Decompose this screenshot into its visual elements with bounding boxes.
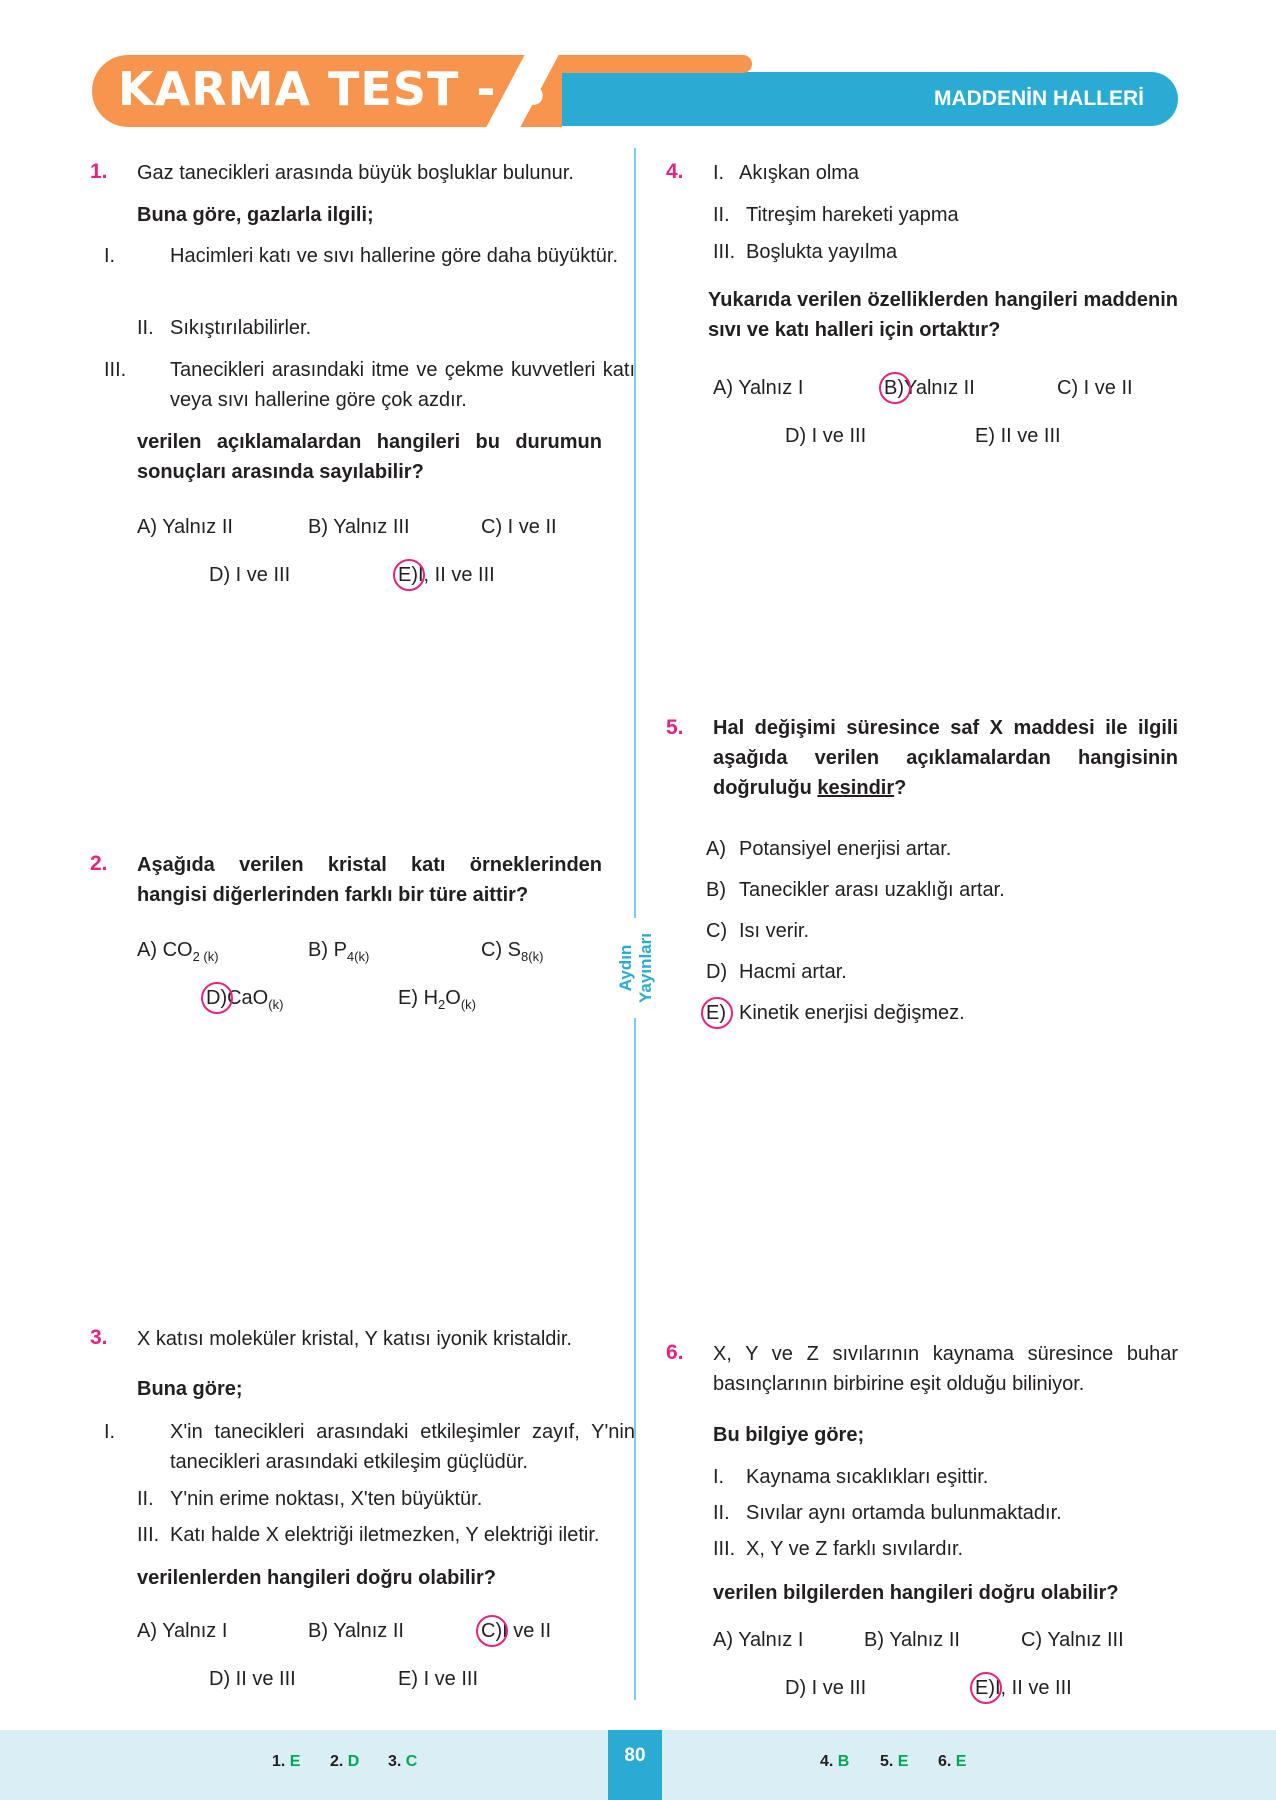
page-number: 80 <box>624 1745 646 1766</box>
question-text: verilen bilgilerden hangileri doğru olabilir? <box>713 1582 1119 1604</box>
question-lead: Buna göre; <box>137 1378 243 1400</box>
question-text: Yukarıda verilen özelliklerden hangileri maddenin sıvı ve katı halleri için ortaktır? <box>708 289 1178 341</box>
statement-item: I. Akışkan olma <box>713 162 860 184</box>
statement-item: III. Katı halde X elektriği iletmezken, Y elektriği iletir. <box>137 1524 600 1546</box>
statement-item: I. Hacimleri katı ve sıvı hallerine göre daha büyüktür. <box>104 245 618 267</box>
question-stem: X, Y ve Z sıvılarının kaynama süresince buhar basınçlarının birbirine eşit olduğu biliniyor. <box>713 1343 1178 1395</box>
statement-item: III. X, Y ve Z farklı sıvılardır. <box>713 1538 964 1560</box>
publisher-label: Aydın Yayınları <box>612 918 660 1018</box>
option-c[interactable]: C) Isı verir. <box>706 920 810 942</box>
question-number: 1. <box>90 160 108 183</box>
option-b[interactable]: B) Tanecikler arası uzaklığı artar. <box>706 879 1005 901</box>
option-a[interactable]: A) Yalnız II <box>137 516 233 538</box>
option-d[interactable]: D) II ve III <box>209 1668 296 1690</box>
subject-title: MADDENİN HALLERİ <box>934 87 1144 110</box>
option-c[interactable]: C) I ve II <box>481 516 557 538</box>
question-number: 2. <box>90 852 108 875</box>
option-d-selected[interactable]: D)CaO$_{(k)}$ <box>206 983 283 1020</box>
statement-item: II. Sıkıştırılabilirler. <box>137 317 312 339</box>
option-a[interactable]: A) Yalnız I <box>713 1629 804 1651</box>
question-number: 5. <box>666 716 684 739</box>
option-c[interactable]: C) $S_{8(k)}$ <box>481 939 544 964</box>
answer-key-item: 6. E <box>938 1753 967 1770</box>
option-c-selected[interactable]: C)I ve II <box>481 1616 551 1646</box>
question-text: Hal değişimi süresince saf X maddesi ile ilgili aşağıda verilen açıklamalardan hangisinin doğruluğu kesindir? <box>713 717 1178 799</box>
question-text: Aşağıda verilen kristal katı örneklerinden hangisi diğerlerinden farklı bir türe aittir? <box>137 854 602 906</box>
option-d[interactable]: D) I ve III <box>785 425 867 447</box>
question-number: 6. <box>666 1341 684 1364</box>
question-text: verilenlerden hangileri doğru olabilir? <box>137 1567 496 1589</box>
option-b-selected[interactable]: B)Yalnız II <box>884 373 975 403</box>
option-b[interactable]: B) $P_{4(k)}$ <box>308 939 370 964</box>
statement-item: II. Sıvılar aynı ortamda bulunmaktadır. <box>713 1502 1062 1524</box>
option-d[interactable]: D) Hacmi artar. <box>706 961 847 983</box>
option-a[interactable]: A) Yalnız I <box>713 377 804 399</box>
statement-item: III. Boşlukta yayılma <box>713 241 898 263</box>
answer-key-item: 1. E <box>272 1753 301 1770</box>
statement-item: I. X'in tanecikleri arasındaki etkileşimler zayıf, Y'nin tanecikleri arasındaki etkileşim güçlüdür. <box>104 1421 635 1473</box>
answer-key-item: 2. D <box>330 1753 360 1770</box>
option-e-selected[interactable]: E) Kinetik enerjisi değişmez. <box>706 998 965 1028</box>
statement-item: I. Kaynama sıcaklıkları eşittir. <box>713 1466 989 1488</box>
option-c[interactable]: C) I ve II <box>1057 377 1133 399</box>
question-text: verilen açıklamalardan hangileri bu durumun sonuçları arasında sayılabilir? <box>137 431 602 483</box>
option-d[interactable]: D) I ve III <box>785 1677 867 1699</box>
option-b[interactable]: B) Yalnız II <box>864 1629 960 1651</box>
question-stem: Gaz tanecikleri arasında büyük boşluklar bulunur. <box>137 162 574 184</box>
answer-key-item: 4. B <box>820 1753 850 1770</box>
question-stem: X katısı moleküler kristal, Y katısı iyonik kristaldir. <box>137 1328 572 1350</box>
option-a[interactable]: A) $CO_{2 (k)}$ <box>137 939 219 964</box>
statement-item: III. Tanecikleri arasındaki itme ve çekme kuvvetleri katı veya sıvı hallerine göre çok azdır. <box>104 359 635 411</box>
question-number: 3. <box>90 1326 108 1349</box>
option-a[interactable]: A) Yalnız I <box>137 1620 228 1642</box>
option-b[interactable]: B) Yalnız III <box>308 516 410 538</box>
answer-key-item: 3. C <box>388 1753 418 1770</box>
answer-key-item: 5. E <box>880 1753 909 1770</box>
test-title: KARMA TEST - 8 <box>118 62 547 116</box>
option-e[interactable]: E) I ve III <box>398 1668 479 1690</box>
statement-item: II. Titreşim hareketi yapma <box>713 204 959 226</box>
option-b[interactable]: B) Yalnız II <box>308 1620 404 1642</box>
option-c[interactable]: C) Yalnız III <box>1021 1629 1124 1651</box>
option-e-selected[interactable]: E)I, II ve III <box>398 560 495 590</box>
question-lead: Bu bilgiye göre; <box>713 1424 865 1446</box>
option-e[interactable]: E) $H_2O_{(k)}$ <box>398 987 476 1012</box>
statement-item: II. Y'nin erime noktası, X'ten büyüktür. <box>137 1488 483 1510</box>
option-a[interactable]: A) Potansiyel enerjisi artar. <box>706 838 952 860</box>
question-lead: Buna göre, gazlarla ilgili; <box>137 204 374 226</box>
option-d[interactable]: D) I ve III <box>209 564 291 586</box>
option-e-selected[interactable]: E)I, II ve III <box>975 1673 1072 1703</box>
question-number: 4. <box>666 160 684 183</box>
option-e[interactable]: E) II ve III <box>975 425 1061 447</box>
